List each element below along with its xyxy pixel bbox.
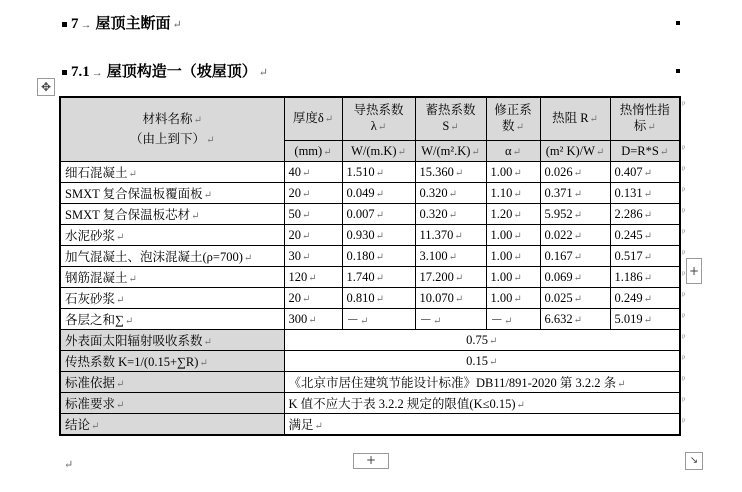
k-value: 0.15↵ [284, 351, 680, 372]
value-cell: 30↵ [284, 246, 342, 267]
unit-cell: α↵ [486, 141, 540, 162]
value-cell: 1.186↵ [610, 267, 680, 288]
value-cell: 1.00↵ [486, 162, 540, 183]
tab-mark: → [91, 67, 103, 79]
tab-mark: → [80, 19, 92, 31]
unit-cell: W/(m.K)↵ [342, 141, 415, 162]
header-thickness: 厚度δ↵ [284, 97, 342, 141]
value-cell: 11.370↵ [415, 225, 486, 246]
k-value-label: 传热系数 K=1/(0.15+∑R)↵ [60, 351, 284, 372]
table-row [60, 162, 680, 183]
add-row-button[interactable]: + [353, 453, 389, 469]
value-cell: 0.069↵ [540, 267, 610, 288]
row-end-mark: ᵖ [682, 142, 686, 154]
header-material: 材料名称↵ （由上到下）↵ [60, 97, 284, 162]
conclusion-label: 结论↵ [60, 414, 284, 436]
row-end-mark: ᵖ [682, 268, 686, 280]
value-cell: 0.249↵ [610, 288, 680, 309]
value-cell: 0.007↵ [342, 204, 415, 225]
value-cell: 0.930↵ [342, 225, 415, 246]
value-cell: 1.00↵ [486, 267, 540, 288]
value-cell: 15.360↵ [415, 162, 486, 183]
material-name-cell: 细石混凝土↵ [60, 162, 284, 183]
value-cell: 0.022↵ [540, 225, 610, 246]
table-row [60, 288, 680, 309]
table-move-handle[interactable]: ✥ [37, 78, 55, 96]
header-row [60, 97, 680, 141]
row-end-mark: ᵖ [682, 184, 686, 196]
row-end-mark: ᵖ [682, 331, 686, 343]
header-resistance: 热阻 R↵ [540, 97, 610, 141]
unit-cell: (m² K)/W↵ [540, 141, 610, 162]
value-cell: 120↵ [284, 267, 342, 288]
table-row [60, 246, 680, 267]
requirement-label: 标准要求↵ [60, 393, 284, 414]
value-cell: 300↵ [284, 309, 342, 330]
standard-row [60, 372, 680, 393]
header-conductivity: 导热系数λ↵ [342, 97, 415, 141]
value-cell: －↵ [342, 309, 415, 330]
value-cell: 0.167↵ [540, 246, 610, 267]
value-cell: 2.286↵ [610, 204, 680, 225]
value-cell: 17.200↵ [415, 267, 486, 288]
paragraph-mark: ↵ [64, 459, 74, 471]
value-cell: 0.320↵ [415, 204, 486, 225]
value-cell: 20↵ [284, 288, 342, 309]
value-cell: 20↵ [284, 225, 342, 246]
value-cell: 20↵ [284, 183, 342, 204]
value-cell: 0.131↵ [610, 183, 680, 204]
value-cell: －↵ [415, 309, 486, 330]
value-cell: 5.952↵ [540, 204, 610, 225]
row-end-mark: ᵖ [682, 99, 686, 110]
k-value-row [60, 351, 680, 372]
header-correction: 修正系数↵ [486, 97, 540, 141]
row-end-mark: ᵖ [682, 205, 686, 217]
conclusion-value: 满足↵ [284, 414, 680, 436]
value-cell: 1.20↵ [486, 204, 540, 225]
material-name-cell: 钢筋混凝土↵ [60, 267, 284, 288]
value-cell: 0.180↵ [342, 246, 415, 267]
standard-label: 标准依据↵ [60, 372, 284, 393]
row-end-mark: ᵖ [682, 352, 686, 364]
table-row [60, 204, 680, 225]
value-cell: 0.407↵ [610, 162, 680, 183]
absorption-row [60, 330, 680, 351]
heading-number: 7 [71, 16, 79, 32]
value-cell: 0.025↵ [540, 288, 610, 309]
row-end-mark: ᵖ [682, 310, 686, 322]
material-name-cell: SMXT 复合保温板覆面板↵ [60, 183, 284, 204]
material-name-cell: 加气混凝土、泡沫混凝土(ρ=700)↵ [60, 246, 284, 267]
value-cell: 0.810↵ [342, 288, 415, 309]
paragraph-mark: ↵ [258, 67, 268, 79]
margin-marker [676, 21, 680, 25]
unit-cell: (mm)↵ [284, 141, 342, 162]
absorption-value: 0.75↵ [284, 330, 680, 351]
value-cell: 0.049↵ [342, 183, 415, 204]
heading-bullet [62, 70, 67, 75]
value-cell: －↵ [486, 309, 540, 330]
value-cell: 1.510↵ [342, 162, 415, 183]
heading-title: 屋顶主断面 [95, 16, 171, 32]
heading-bullet [62, 22, 67, 27]
value-cell: 0.320↵ [415, 183, 486, 204]
table-row [60, 225, 680, 246]
standard-value: 《北京市居住建筑节能设计标准》DB11/891-2020 第 3.2.2 条↵ [284, 372, 680, 393]
table-row [60, 183, 680, 204]
section-heading-7-1 [62, 60, 268, 81]
margin-marker [676, 69, 680, 73]
value-cell: 0.245↵ [610, 225, 680, 246]
section-heading-7 [62, 12, 182, 33]
header-inertia: 热惰性指标↵ [610, 97, 680, 141]
heading-title: 屋顶构造一（坡屋顶） [106, 64, 257, 80]
value-cell: 1.00↵ [486, 225, 540, 246]
unit-cell: W/(m².K)↵ [415, 141, 486, 162]
value-cell: 1.740↵ [342, 267, 415, 288]
value-cell: 0.026↵ [540, 162, 610, 183]
add-column-button[interactable]: + [686, 258, 702, 284]
material-name-cell: SMXT 复合保温板芯材↵ [60, 204, 284, 225]
row-end-mark: ᵖ [682, 394, 686, 406]
value-cell: 40↵ [284, 162, 342, 183]
table-row [60, 309, 680, 330]
row-end-mark: ᵖ [682, 247, 686, 259]
absorption-label: 外表面太阳辐射吸收系数↵ [60, 330, 284, 351]
value-cell: 0.371↵ [540, 183, 610, 204]
paragraph-mark: ↵ [172, 19, 182, 31]
table-resize-handle[interactable]: ↘ [685, 452, 703, 470]
material-name-cell: 石灰砂浆↵ [60, 288, 284, 309]
header-storage: 蓄热系数S↵ [415, 97, 486, 141]
value-cell: 3.100↵ [415, 246, 486, 267]
value-cell: 50↵ [284, 204, 342, 225]
roof-construction-table [59, 96, 681, 436]
material-name-cell: 各层之和∑↵ [60, 309, 284, 330]
conclusion-row [60, 414, 680, 436]
value-cell: 1.00↵ [486, 288, 540, 309]
value-cell: 1.10↵ [486, 183, 540, 204]
value-cell: 10.070↵ [415, 288, 486, 309]
table-row [60, 267, 680, 288]
requirement-row [60, 393, 680, 414]
row-end-mark: ᵖ [682, 163, 686, 175]
row-end-mark: ᵖ [682, 415, 686, 427]
row-end-mark: ᵖ [682, 373, 686, 385]
unit-cell: D=R*S↵ [610, 141, 680, 162]
value-cell: 6.632↵ [540, 309, 610, 330]
requirement-value: K 值不应大于表 3.2.2 规定的限值(K≤0.15)↵ [284, 393, 680, 414]
row-end-mark: ᵖ [682, 226, 686, 238]
value-cell: 1.00↵ [486, 246, 540, 267]
material-name-cell: 水泥砂浆↵ [60, 225, 284, 246]
heading-number: 7.1 [71, 64, 90, 80]
value-cell: 0.517↵ [610, 246, 680, 267]
value-cell: 5.019↵ [610, 309, 680, 330]
row-end-mark: ᵖ [682, 289, 686, 301]
